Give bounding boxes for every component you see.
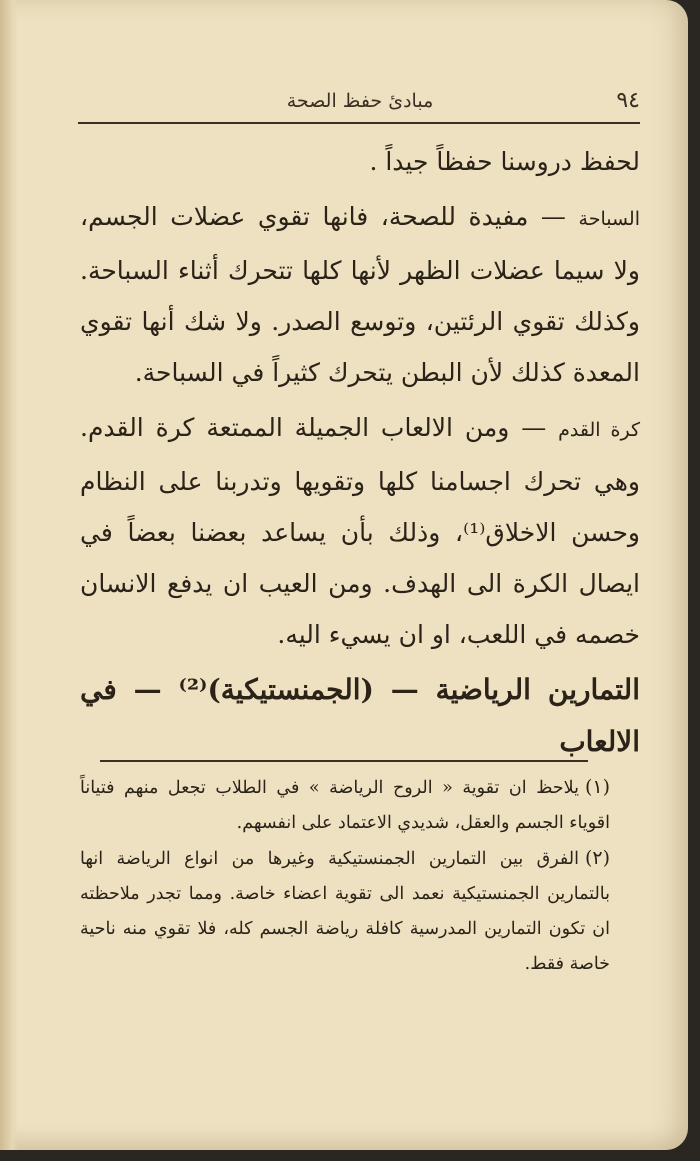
paragraph-football	[80, 402, 640, 660]
footnotes	[80, 770, 610, 982]
header-rule	[78, 122, 640, 124]
footnote-2	[80, 841, 610, 982]
page-number: ٩٤	[616, 88, 640, 113]
footnote-1	[80, 770, 610, 841]
paragraph-lead: السباحة	[578, 208, 640, 230]
continuation-line: لحفظ دروسنا حفظاً جيداً .	[369, 147, 640, 176]
footnote-text: الفرق بين التمارين الجمنستيكية وغيرها من انواع الرياضة انها بالتمارين الجمنستيكية نعمد الى تقوية اعضاء خاصة. ومما تجدر ملاحظته ان تكون التمارين المدرسية كافلة رياضة الجسم كله، فلا تقوي منه ناحية خاصة فقط.	[80, 849, 610, 974]
page-header	[80, 88, 640, 124]
paragraph-swimming	[80, 191, 640, 398]
footnote-mark: (١)	[584, 776, 610, 798]
running-title: مبادئ حفظ الصحة	[286, 90, 434, 112]
section-heading: التمارين الرياضية — (الجمنستيكية)⁽²⁾ — في الالعاب	[80, 673, 640, 758]
paragraph-lead: كرة القدم	[558, 419, 640, 441]
footnote-text: يلاحظ ان تقوية « الروح الرياضة » في الطلاب تجعل منهم فتياناً اقوياء الجسم والعقل، شديدي الاعتماد على انفسهم.	[80, 778, 610, 833]
paragraph-text: — ومن الالعاب الجميلة الممتعة كرة القدم. وهي تحرك اجسامنا كلها وتقويها وتدربنا على النظام وحسن الاخلاق⁽¹⁾، وذلك بأن يساعد بعضنا بعضاً في ايصال الكرة الى الهدف. ومن العيب ان يدفع الانسان خصمه في اللعب، او ان يسيء اليه.	[80, 413, 640, 649]
footnote-mark: (٢)	[584, 847, 610, 869]
main-text	[80, 136, 640, 772]
footnote-rule	[100, 760, 588, 762]
paragraph-text: — مفيدة للصحة، فانها تقوي عضلات الجسم، ولا سيما عضلات الظهر لأنها كلها تتحرك أثناء السباحة. وكذلك تقوي الرئتين، وتوسع الصدر. ولا شك أنها تقوي المعدة كذلك لأن البطن يتحرك كثيراً في السباحة.	[80, 202, 640, 387]
page-gutter	[0, 0, 18, 1150]
